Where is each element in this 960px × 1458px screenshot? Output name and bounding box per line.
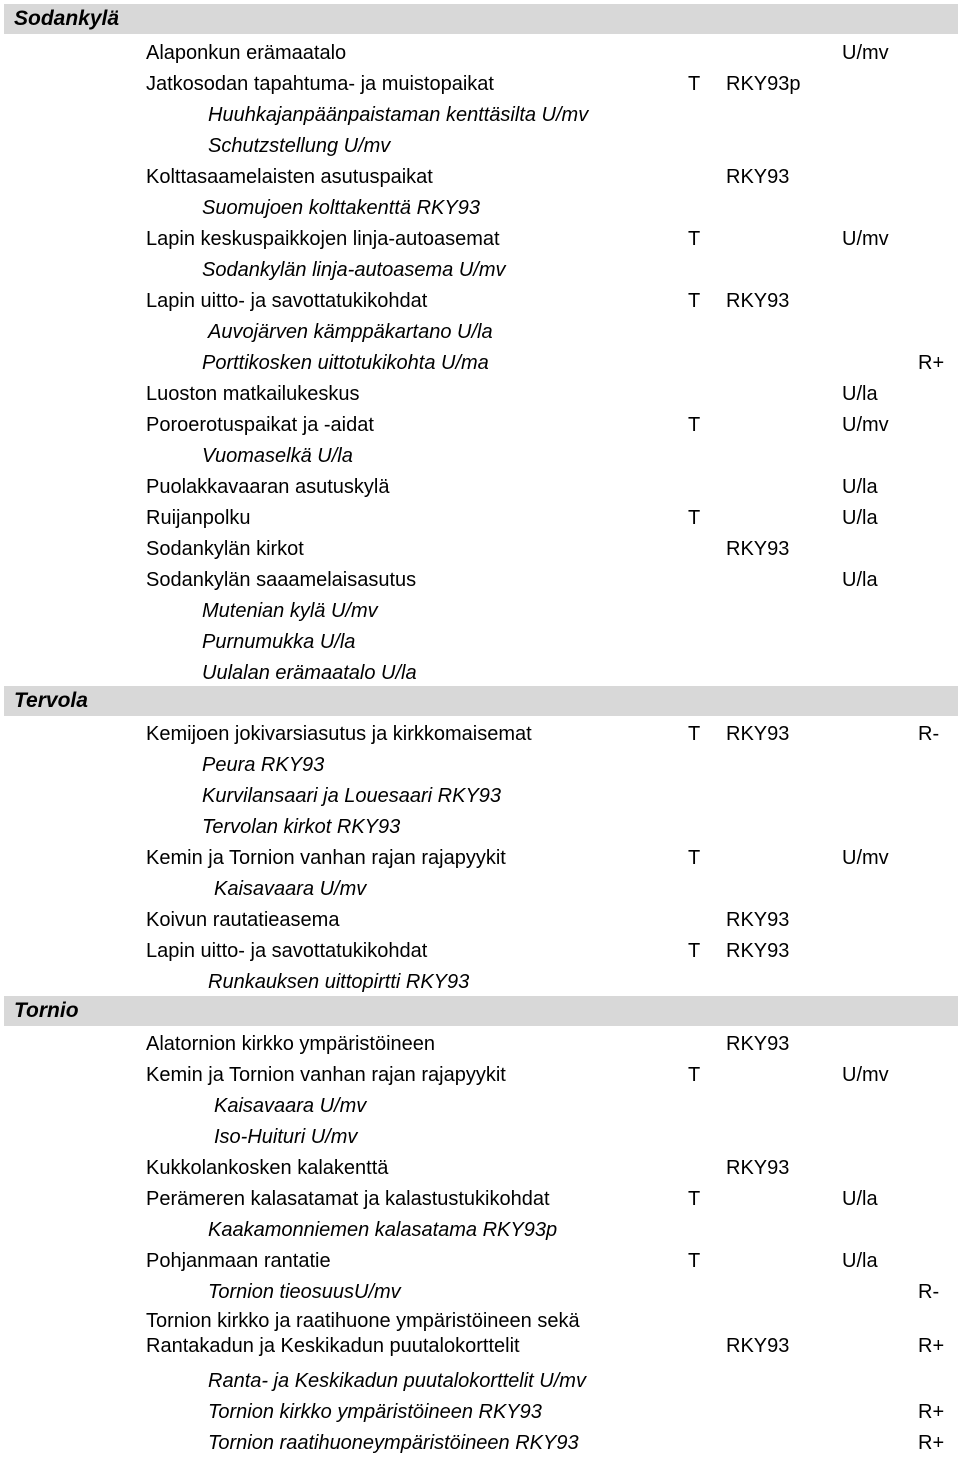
protection-code: U/mv	[842, 228, 889, 250]
sub-site-name: Schutzstellung U/mv	[208, 135, 391, 157]
table-row	[0, 967, 960, 997]
protection-code: U/la	[842, 507, 878, 529]
section-title: Tornio	[14, 999, 79, 1022]
table-row	[0, 162, 960, 192]
rky-code: RKY93	[726, 940, 790, 962]
rating-code: R+	[918, 1335, 945, 1357]
table-row	[0, 936, 960, 966]
site-name: Jatkosodan tapahtuma- ja muistopaikat	[146, 73, 494, 95]
sub-site-name: Peura RKY93	[202, 754, 325, 776]
rky-code: RKY93	[726, 909, 790, 931]
site-name: Luoston matkailukeskus	[146, 383, 360, 405]
site-name: Puolakkavaaran asutuskylä	[146, 476, 390, 498]
rky-code: RKY93	[726, 290, 790, 312]
site-name: Poroerotuspaikat ja -aidat	[146, 414, 374, 436]
table-row	[0, 193, 960, 223]
sub-site-name: Porttikosken uittotukikohta U/ma	[202, 352, 489, 374]
table-row	[0, 1277, 960, 1307]
table-row	[0, 565, 960, 595]
rky-code: RKY93p	[726, 73, 801, 95]
table-row	[0, 1153, 960, 1183]
table-row	[0, 874, 960, 904]
site-name: Sodankylän kirkot	[146, 538, 304, 560]
site-name: Kemin ja Tornion vanhan rajan rajapyykit	[146, 1064, 506, 1086]
table-row	[0, 1215, 960, 1245]
sub-site-name: Kurvilansaari ja Louesaari RKY93	[202, 785, 502, 807]
sub-site-name: Iso-Huituri U/mv	[214, 1126, 358, 1148]
table-row	[0, 1184, 960, 1214]
table-row	[0, 781, 960, 811]
sub-site-name: Tornion kirkko ympäristöineen RKY93	[208, 1401, 542, 1423]
section-title: Sodankylä	[14, 7, 120, 30]
type-code: T	[688, 723, 701, 745]
sub-site-name: Purnumukka U/la	[202, 631, 356, 653]
section-title: Tervola	[14, 689, 88, 712]
rating-code: R-	[918, 1281, 940, 1303]
sodankyla-header	[4, 4, 958, 34]
site-name: Perämeren kalasatamat ja kalastustukikohdat	[146, 1188, 550, 1210]
protection-code: U/mv	[842, 42, 889, 64]
table-row	[0, 1122, 960, 1152]
table-row	[0, 1246, 960, 1276]
type-code: T	[688, 228, 701, 250]
rky-code: RKY93	[726, 1157, 790, 1179]
table-row	[0, 1397, 960, 1427]
type-code: T	[688, 1250, 701, 1272]
site-name: Kemin ja Tornion vanhan rajan rajapyykit	[146, 847, 506, 869]
sub-site-name: Kaisavaara U/mv	[214, 878, 367, 900]
site-name: Lapin uitto- ja savottatukikohdat	[146, 290, 428, 312]
table-row	[0, 1029, 960, 1059]
site-name: Koivun rautatieasema	[146, 909, 340, 931]
sub-site-name: Tornion tieosuusU/mv	[208, 1281, 401, 1303]
table-row	[0, 503, 960, 533]
sub-site-name: Suomujoen kolttakenttä RKY93	[202, 197, 480, 219]
table-row	[0, 286, 960, 316]
type-code: T	[688, 847, 701, 869]
table-row	[0, 1309, 960, 1365]
rating-code: R-	[918, 723, 940, 745]
tornio-header	[4, 996, 958, 1026]
table-row	[0, 596, 960, 626]
sub-site-name: Tervolan kirkot RKY93	[202, 816, 401, 838]
table-row	[0, 441, 960, 471]
protection-code: U/mv	[842, 414, 889, 436]
type-code: T	[688, 507, 701, 529]
sub-site-name: Tornion raatihuoneympäristöineen RKY93	[208, 1432, 579, 1454]
site-name: Sodankylän saaamelaisasutus	[146, 569, 417, 591]
type-code: T	[688, 940, 701, 962]
table-row	[0, 224, 960, 254]
table-row	[0, 1091, 960, 1121]
protection-code: U/la	[842, 1250, 878, 1272]
table-row	[0, 843, 960, 873]
rky-code: RKY93	[726, 166, 790, 188]
site-name: Tornion kirkko ja raatihuone ympäristöineen sekä Rantakadun ja Keskikadun puutalokorttelit	[146, 1310, 580, 1357]
table-row	[0, 348, 960, 378]
rky-code: RKY93	[726, 538, 790, 560]
table-row	[0, 658, 960, 688]
table-row	[0, 905, 960, 935]
protection-code: U/mv	[842, 1064, 889, 1086]
sub-site-name: Mutenian kylä U/mv	[202, 600, 378, 622]
table-row	[0, 255, 960, 285]
rating-code: R+	[918, 1401, 945, 1423]
site-name: Lapin keskuspaikkojen linja-autoasemat	[146, 228, 500, 250]
sub-site-name: Kaisavaara U/mv	[214, 1095, 367, 1117]
site-name: Kolttasaamelaisten asutuspaikat	[146, 166, 433, 188]
rky-code: RKY93	[726, 1335, 790, 1357]
protection-code: U/la	[842, 569, 878, 591]
rky-code: RKY93	[726, 723, 790, 745]
rky-code: RKY93	[726, 1033, 790, 1055]
site-name: Pohjanmaan rantatie	[146, 1250, 331, 1272]
table-row	[0, 379, 960, 409]
table-row	[0, 410, 960, 440]
sub-site-name: Kaakamonniemen kalasatama RKY93p	[208, 1219, 558, 1241]
type-code: T	[688, 1188, 701, 1210]
sub-site-name: Huuhkajanpäänpaistaman kenttäsilta U/mv	[208, 104, 589, 126]
site-name: Kukkolankosken kalakenttä	[146, 1157, 389, 1179]
table-row	[0, 131, 960, 161]
tervola-header	[4, 686, 958, 716]
sub-site-name: Ranta- ja Keskikadun puutalokorttelit U/mv	[208, 1370, 586, 1392]
site-name: Alaponkun erämaatalo	[146, 42, 347, 64]
table-row	[0, 1366, 960, 1396]
type-code: T	[688, 1064, 701, 1086]
site-name: Lapin uitto- ja savottatukikohdat	[146, 940, 428, 962]
table-row	[0, 1060, 960, 1090]
rating-code: R+	[918, 1432, 945, 1454]
protection-code: U/la	[842, 476, 878, 498]
table-row	[0, 627, 960, 657]
type-code: T	[688, 73, 701, 95]
table-row	[0, 534, 960, 564]
table-row	[0, 750, 960, 780]
rating-code: R+	[918, 352, 945, 374]
site-name: Kemijoen jokivarsiasutus ja kirkkomaisemat	[146, 723, 532, 745]
table-row	[0, 317, 960, 347]
site-name-line2: Rantakadun ja Keskikadun puutalokorttelit	[146, 1335, 520, 1357]
site-name: Alatornion kirkko ympäristöineen	[146, 1033, 436, 1055]
sub-site-name: Auvojärven kämppäkartano U/la	[208, 321, 493, 343]
sub-site-name: Runkauksen uittopirtti RKY93	[208, 971, 470, 993]
type-code: T	[688, 414, 701, 436]
table-row	[0, 812, 960, 842]
sub-site-name: Vuomaselkä U/la	[202, 445, 353, 467]
table-row	[0, 719, 960, 749]
protection-code: U/la	[842, 383, 878, 405]
table-row	[0, 100, 960, 130]
sub-site-name: Uulalan erämaatalo U/la	[202, 662, 417, 684]
table-row	[0, 69, 960, 99]
table-row	[0, 38, 960, 68]
sub-site-name: Sodankylän linja-autoasema U/mv	[202, 259, 506, 281]
type-code: T	[688, 290, 701, 312]
protection-code: U/mv	[842, 847, 889, 869]
protection-code: U/la	[842, 1188, 878, 1210]
table-row	[0, 1428, 960, 1458]
table-row	[0, 472, 960, 502]
site-name: Ruijanpolku	[146, 507, 251, 529]
